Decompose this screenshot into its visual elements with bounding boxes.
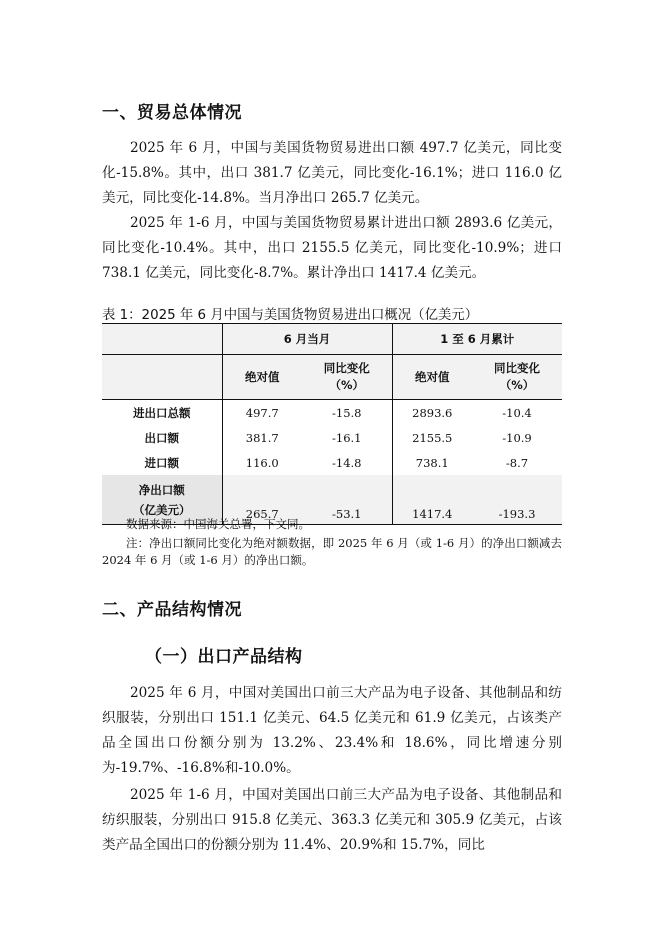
cell-month-yoy: -15.8	[302, 400, 392, 426]
table-column-header-row	[102, 355, 562, 400]
yoy-unit: （%）	[499, 378, 535, 392]
section-2-paragraph-1: 2025 年 6 月，中国对美国出口前三大产品为电子设备、其他制品和纺织服装，分别出口 151.1 亿美元、64.5 亿美元和 61.9 亿美元，占该类产品全国出口份额分别为 13.2%、23.4%和 18.6%，同比增速分别为-19.7%、-16.8%和-10.0%。	[102, 685, 562, 776]
table-corner-cell	[102, 355, 222, 400]
table-caption: 表 1：2025 年 6 月中国与美国货物贸易进出口概况（亿美元）	[102, 308, 479, 323]
group-header-cumulative: 1 至 6 月累计	[392, 324, 562, 355]
cell-cum-abs: 2893.6	[412, 405, 453, 420]
section-2-subtitle: （一）出口产品结构	[145, 647, 303, 667]
trade-summary-table	[102, 323, 562, 525]
cell-month-abs: 497.7	[245, 405, 279, 420]
cell-month-abs: 381.7	[245, 430, 279, 445]
section-1-paragraph-2: 2025 年 1-6 月，中国与美国货物贸易累计进出口额 2893.6 亿美元，同比变化-10.4%。其中，出口 2155.5 亿美元，同比变化-10.9%；进口 738.1 亿美元，同比变化-8.7%。累计净出口 1417.4 亿美元。	[102, 215, 562, 281]
section-1-title: 一、贸易总体情况	[102, 103, 242, 123]
column-header-abs: 绝对值	[392, 355, 472, 400]
cell-cum-abs: 2155.5	[412, 430, 453, 445]
cell-month-yoy: -16.1	[302, 425, 392, 450]
row-label: 出口额	[102, 425, 222, 450]
yoy-label: 同比变化	[494, 361, 540, 375]
cell-cum-yoy: -10.9	[502, 430, 532, 445]
section-2-title: 二、产品结构情况	[102, 600, 242, 620]
table-corner-cell	[102, 324, 222, 355]
cell-cum-yoy: -10.4	[502, 405, 532, 420]
yoy-unit: （%）	[329, 378, 365, 392]
section-2-paragraph-2: 2025 年 1-6 月，中国对美国出口前三大产品为电子设备、其他制品和纺织服装，分别出口 915.8 亿美元、363.3 亿美元和 305.9 亿美元，占该类产品全国出口的份额分别为 11.4%、20.9%和 15.7%，同比	[102, 787, 562, 853]
table-source-note: 数据来源：中国海关总署，下文同。	[126, 517, 310, 531]
table-row	[102, 425, 562, 450]
net-label-line-1: 净出口额	[138, 482, 185, 497]
row-label: 进口额	[102, 450, 222, 475]
table-row	[102, 400, 562, 426]
group-header-monthly: 6 月当月	[222, 324, 392, 355]
table-row	[102, 450, 562, 475]
cell-cum-yoy: -8.7	[505, 455, 529, 470]
table-footnote: 注：净出口额同比变化为绝对额数据，即 2025 年 6 月（或 1-6 月）的净出口额减去 2024 年 6 月（或 1-6 月）的净出口额。	[102, 536, 562, 567]
cell-cum-abs: 738.1	[415, 455, 449, 470]
cell-cum-abs: 1417.4	[392, 475, 472, 525]
column-header-abs: 绝对值	[222, 355, 302, 400]
net-label-line-2: （亿美元）	[133, 502, 191, 517]
section-1-paragraph-1: 2025 年 6 月，中国与美国货物贸易进出口额 497.7 亿美元，同比变化-15.8%。其中，出口 381.7 亿美元，同比变化-16.1%；进口 116.0 亿美元，同比变化-14.8%。当月净出口 265.7 亿美元。	[102, 140, 562, 206]
row-label: 进出口总额	[102, 400, 222, 426]
cell-month-abs: 265.7	[222, 475, 302, 525]
cell-month-abs: 116.0	[245, 455, 279, 470]
column-header-yoy	[302, 355, 392, 400]
yoy-label: 同比变化	[323, 361, 370, 375]
cell-month-yoy: -53.1	[302, 475, 392, 525]
cell-month-yoy: -14.8	[302, 450, 392, 475]
column-header-yoy	[472, 355, 562, 400]
cell-cum-yoy: -193.3	[472, 475, 562, 525]
table-group-header-row	[102, 324, 562, 355]
